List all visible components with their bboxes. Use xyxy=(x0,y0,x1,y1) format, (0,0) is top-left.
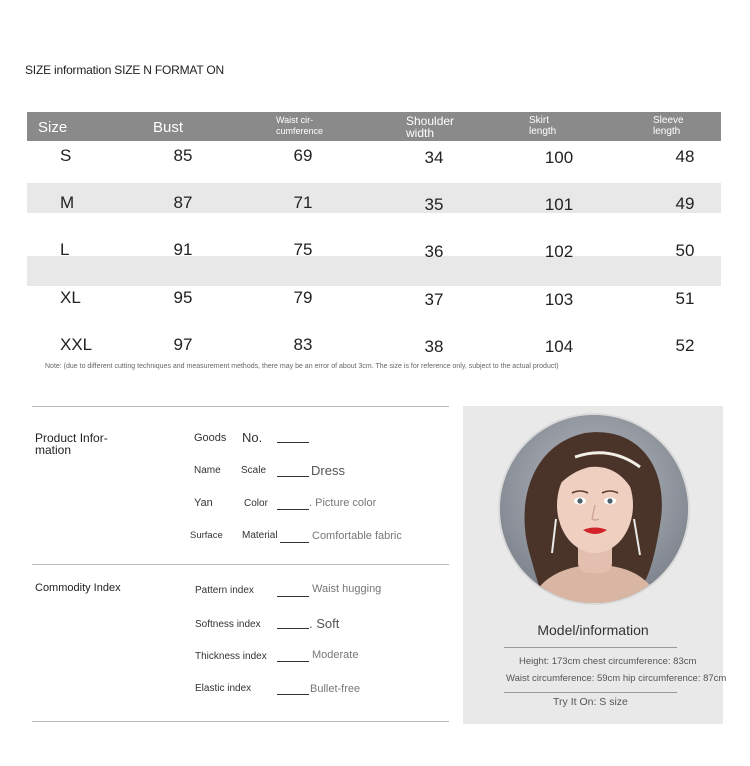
material-blank xyxy=(280,542,309,543)
header-shoulder-line1: Shoulder xyxy=(406,114,455,128)
thickness-key: Thickness index xyxy=(195,651,267,662)
goods-value: No. xyxy=(242,430,263,445)
section-title: SIZE information SIZE N FORMAT ON xyxy=(25,63,224,77)
scale-key: Scale xyxy=(241,465,267,476)
divider xyxy=(32,564,449,565)
cell-skirt: 102 xyxy=(544,242,574,261)
softness-value: . Soft xyxy=(309,616,340,631)
product-info-label-line1: Product Infor- xyxy=(35,431,108,445)
header-shoulder-line2: width xyxy=(406,126,435,140)
divider xyxy=(32,406,449,407)
cell-shoulder: 35 xyxy=(424,195,444,214)
table-row xyxy=(0,240,750,260)
cell-size: S xyxy=(60,146,72,165)
cell-skirt: 100 xyxy=(544,148,574,167)
cell-shoulder: 36 xyxy=(424,242,444,261)
elastic-key: Elastic index xyxy=(195,683,252,694)
elastic-value: Bullet-free xyxy=(310,683,361,695)
divider xyxy=(504,692,677,693)
thickness-value: Moderate xyxy=(312,649,359,661)
cell-skirt: 103 xyxy=(544,290,574,309)
cell-size: M xyxy=(60,193,75,212)
header-shoulder xyxy=(406,115,454,139)
cell-shoulder: 37 xyxy=(424,290,444,309)
header-waist-line2: cumference xyxy=(276,126,324,136)
softness-key: Softness index xyxy=(195,619,261,630)
size-table-header xyxy=(27,112,721,141)
cell-bust: 91 xyxy=(173,240,193,259)
dress-value: Dress xyxy=(311,463,345,478)
yan-key: Yan xyxy=(194,497,213,509)
divider xyxy=(504,647,677,648)
model-info-title: Model/information xyxy=(537,622,649,638)
table-row xyxy=(0,335,750,355)
table-row xyxy=(0,146,750,166)
model-card xyxy=(463,406,727,724)
product-info-label xyxy=(35,432,108,456)
cell-waist: 69 xyxy=(293,146,313,165)
table-row xyxy=(0,288,750,308)
color-value: . Picture color xyxy=(309,497,377,509)
goods-blank xyxy=(277,442,309,443)
pattern-value: Waist hugging xyxy=(312,583,382,595)
cell-sleeve: 48 xyxy=(675,147,695,166)
pattern-blank xyxy=(277,596,309,597)
header-sleeve-line2: length xyxy=(653,126,681,137)
cell-waist: 71 xyxy=(293,193,313,212)
material-key: Material xyxy=(242,530,278,541)
name-key: Name xyxy=(194,465,221,476)
scale-blank xyxy=(277,476,309,477)
header-skirt-line1: Skirt xyxy=(529,115,549,126)
softness-blank xyxy=(277,628,309,629)
cell-skirt: 101 xyxy=(544,195,574,214)
cell-waist: 75 xyxy=(293,240,313,259)
cell-sleeve: 49 xyxy=(675,194,695,213)
model-photo xyxy=(498,413,690,605)
color-key: Color xyxy=(244,498,268,509)
size-note: Note: (due to different cutting techniques and measurement methods, there may be an error of about 3cm. The size is for reference only, subject to the actual product) xyxy=(45,363,559,370)
cell-sleeve: 51 xyxy=(675,289,695,308)
cell-bust: 87 xyxy=(173,193,193,212)
cell-sleeve: 50 xyxy=(675,241,695,260)
cell-waist: 79 xyxy=(293,288,313,307)
header-waist xyxy=(276,115,323,137)
product-info-label-line2: mation xyxy=(35,443,72,457)
header-skirt xyxy=(529,115,556,137)
commodity-index-label: Commodity Index xyxy=(35,582,121,594)
header-sleeve xyxy=(653,115,684,137)
model-info-line1: Height: 173cm chest circumference: 83cm xyxy=(519,656,697,667)
cell-size: XXL xyxy=(60,335,93,354)
cell-shoulder: 38 xyxy=(424,337,444,356)
model-portrait-image xyxy=(500,415,688,603)
cell-bust: 95 xyxy=(173,288,193,307)
divider xyxy=(32,721,449,722)
cell-skirt: 104 xyxy=(544,337,574,356)
cell-shoulder: 34 xyxy=(424,148,444,167)
elastic-blank xyxy=(277,694,309,695)
table-row xyxy=(0,193,750,213)
header-waist-line1: Waist cir- xyxy=(276,115,314,125)
cell-waist: 83 xyxy=(293,335,313,354)
thickness-blank xyxy=(277,661,309,662)
cell-sleeve: 52 xyxy=(675,336,695,355)
cell-bust: 97 xyxy=(173,335,193,354)
table-stripe xyxy=(27,256,721,286)
goods-key: Goods xyxy=(194,432,227,444)
header-sleeve-line1: Sleeve xyxy=(653,115,684,126)
cell-bust: 85 xyxy=(173,146,193,165)
pattern-key: Pattern index xyxy=(195,585,254,596)
header-size: Size xyxy=(38,119,68,136)
cell-size: XL xyxy=(60,288,81,307)
cell-size: L xyxy=(60,240,70,259)
header-bust: Bust xyxy=(153,119,184,136)
model-info-line2: Waist circumference: 59cm hip circumference: 87cm xyxy=(506,673,727,684)
material-value: Comfortable fabric xyxy=(312,530,402,542)
color-blank xyxy=(277,509,309,510)
model-info-line3: Try It On: S size xyxy=(553,696,628,708)
header-skirt-line2: length xyxy=(529,126,557,137)
surface-key: Surface xyxy=(190,530,223,541)
